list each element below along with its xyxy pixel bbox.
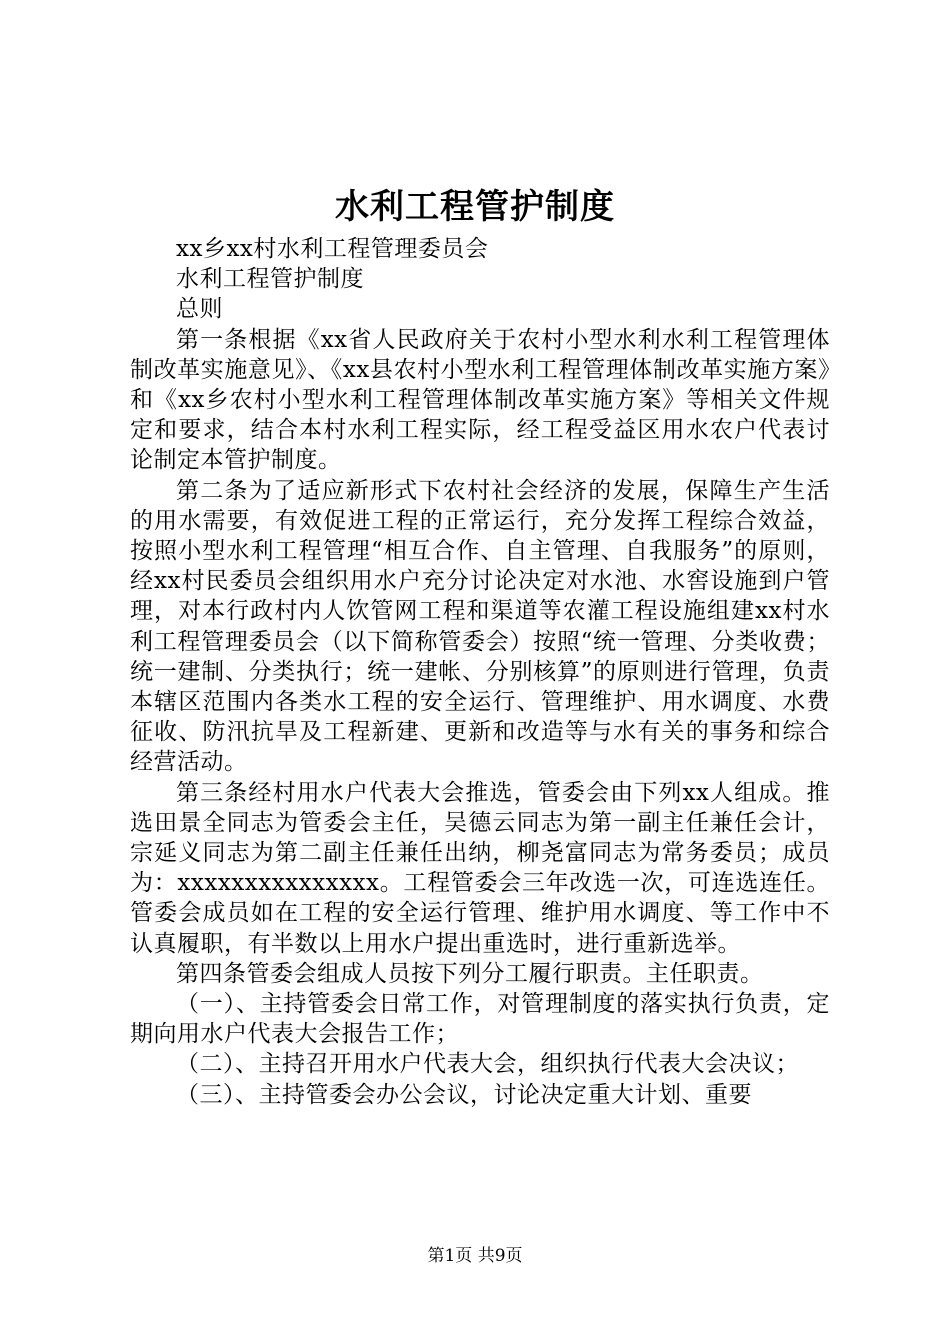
paragraph-duty-2: （二）、主持召开用水户代表大会，组织执行代表大会决议； (176, 1051, 799, 1078)
paragraph-article-1: 第一条根据《xx省人民政府关于农村小型水利水利工程管理体制改革实施意见》、《xx县农村小型水利工程管理体制改革实施方案》和《xx乡农村小型水利工程管理体制改革实施方案》等相关文件规定和要求，结合本村水利工程实际，经工程受益区用水农户代表讨论制定本管护制度。 (130, 326, 830, 474)
document-title: 水利工程管护制度 (335, 187, 615, 227)
document-body (130, 234, 830, 1110)
paragraph-article-2: 第二条为了适应新形式下农村社会经济的发展，保障生产生活的用水需要，有效促进工程的正常运行，充分发挥工程综合效益，按照小型水利工程管理“相互合作、自主管理、自我服务”的原则，经xx村民委员会组织用水户充分讨论决定对水池、水窖设施到户管理，对本行政村内人饮管网工程和渠道等农灌工程设施组建xx村水利工程管理委员会（以下简称管委会）按照“统一管理、分类收费；统一建制、分类执行；统一建帐、分别核算”的原则进行管理，负责本辖区范围内各类水工程的安全运行、管理维护、用水调度、水费征收、防汛抗旱及工程新建、更新和改造等与水有关的事务和综合经营活动。 (130, 477, 830, 776)
paragraph-committee-name: xx乡xx村水利工程管理委员会 (176, 236, 489, 262)
paragraph-general-provisions: 总则 (176, 296, 223, 323)
paragraph-article-4: 第四条管委会组成人员按下列分工履行职责。主任职责。 (176, 960, 764, 987)
paragraph-duty-1: （一）、主持管委会日常工作，对管理制度的落实执行负责，定期向用水户代表大会报告工作； (130, 991, 830, 1048)
page-number-footer: 第1页 共9页 (427, 1246, 523, 1266)
paragraph-article-3: 第三条经村用水户代表大会推选，管委会由下列xx人组成。推选田景全同志为管委会主任，吴德云同志为第一副主任兼任会计，宗延义同志为第二副主任兼任出纳，柳尧富同志为常务委员；成员为：xxxxxxxxxxxxxxx。工程管委会三年改选一次，可连选连任。管委会成员如在工程的安全运行管理、维护用水调度、等工作中不认真履职，有半数以上用水户提出重选时，进行重新选举。 (130, 779, 830, 957)
paragraph-duty-3: （三）、主持管委会办公会议，讨论决定重大计划、重要 (176, 1081, 752, 1108)
paragraph-subtitle: 水利工程管护制度 (176, 266, 364, 293)
